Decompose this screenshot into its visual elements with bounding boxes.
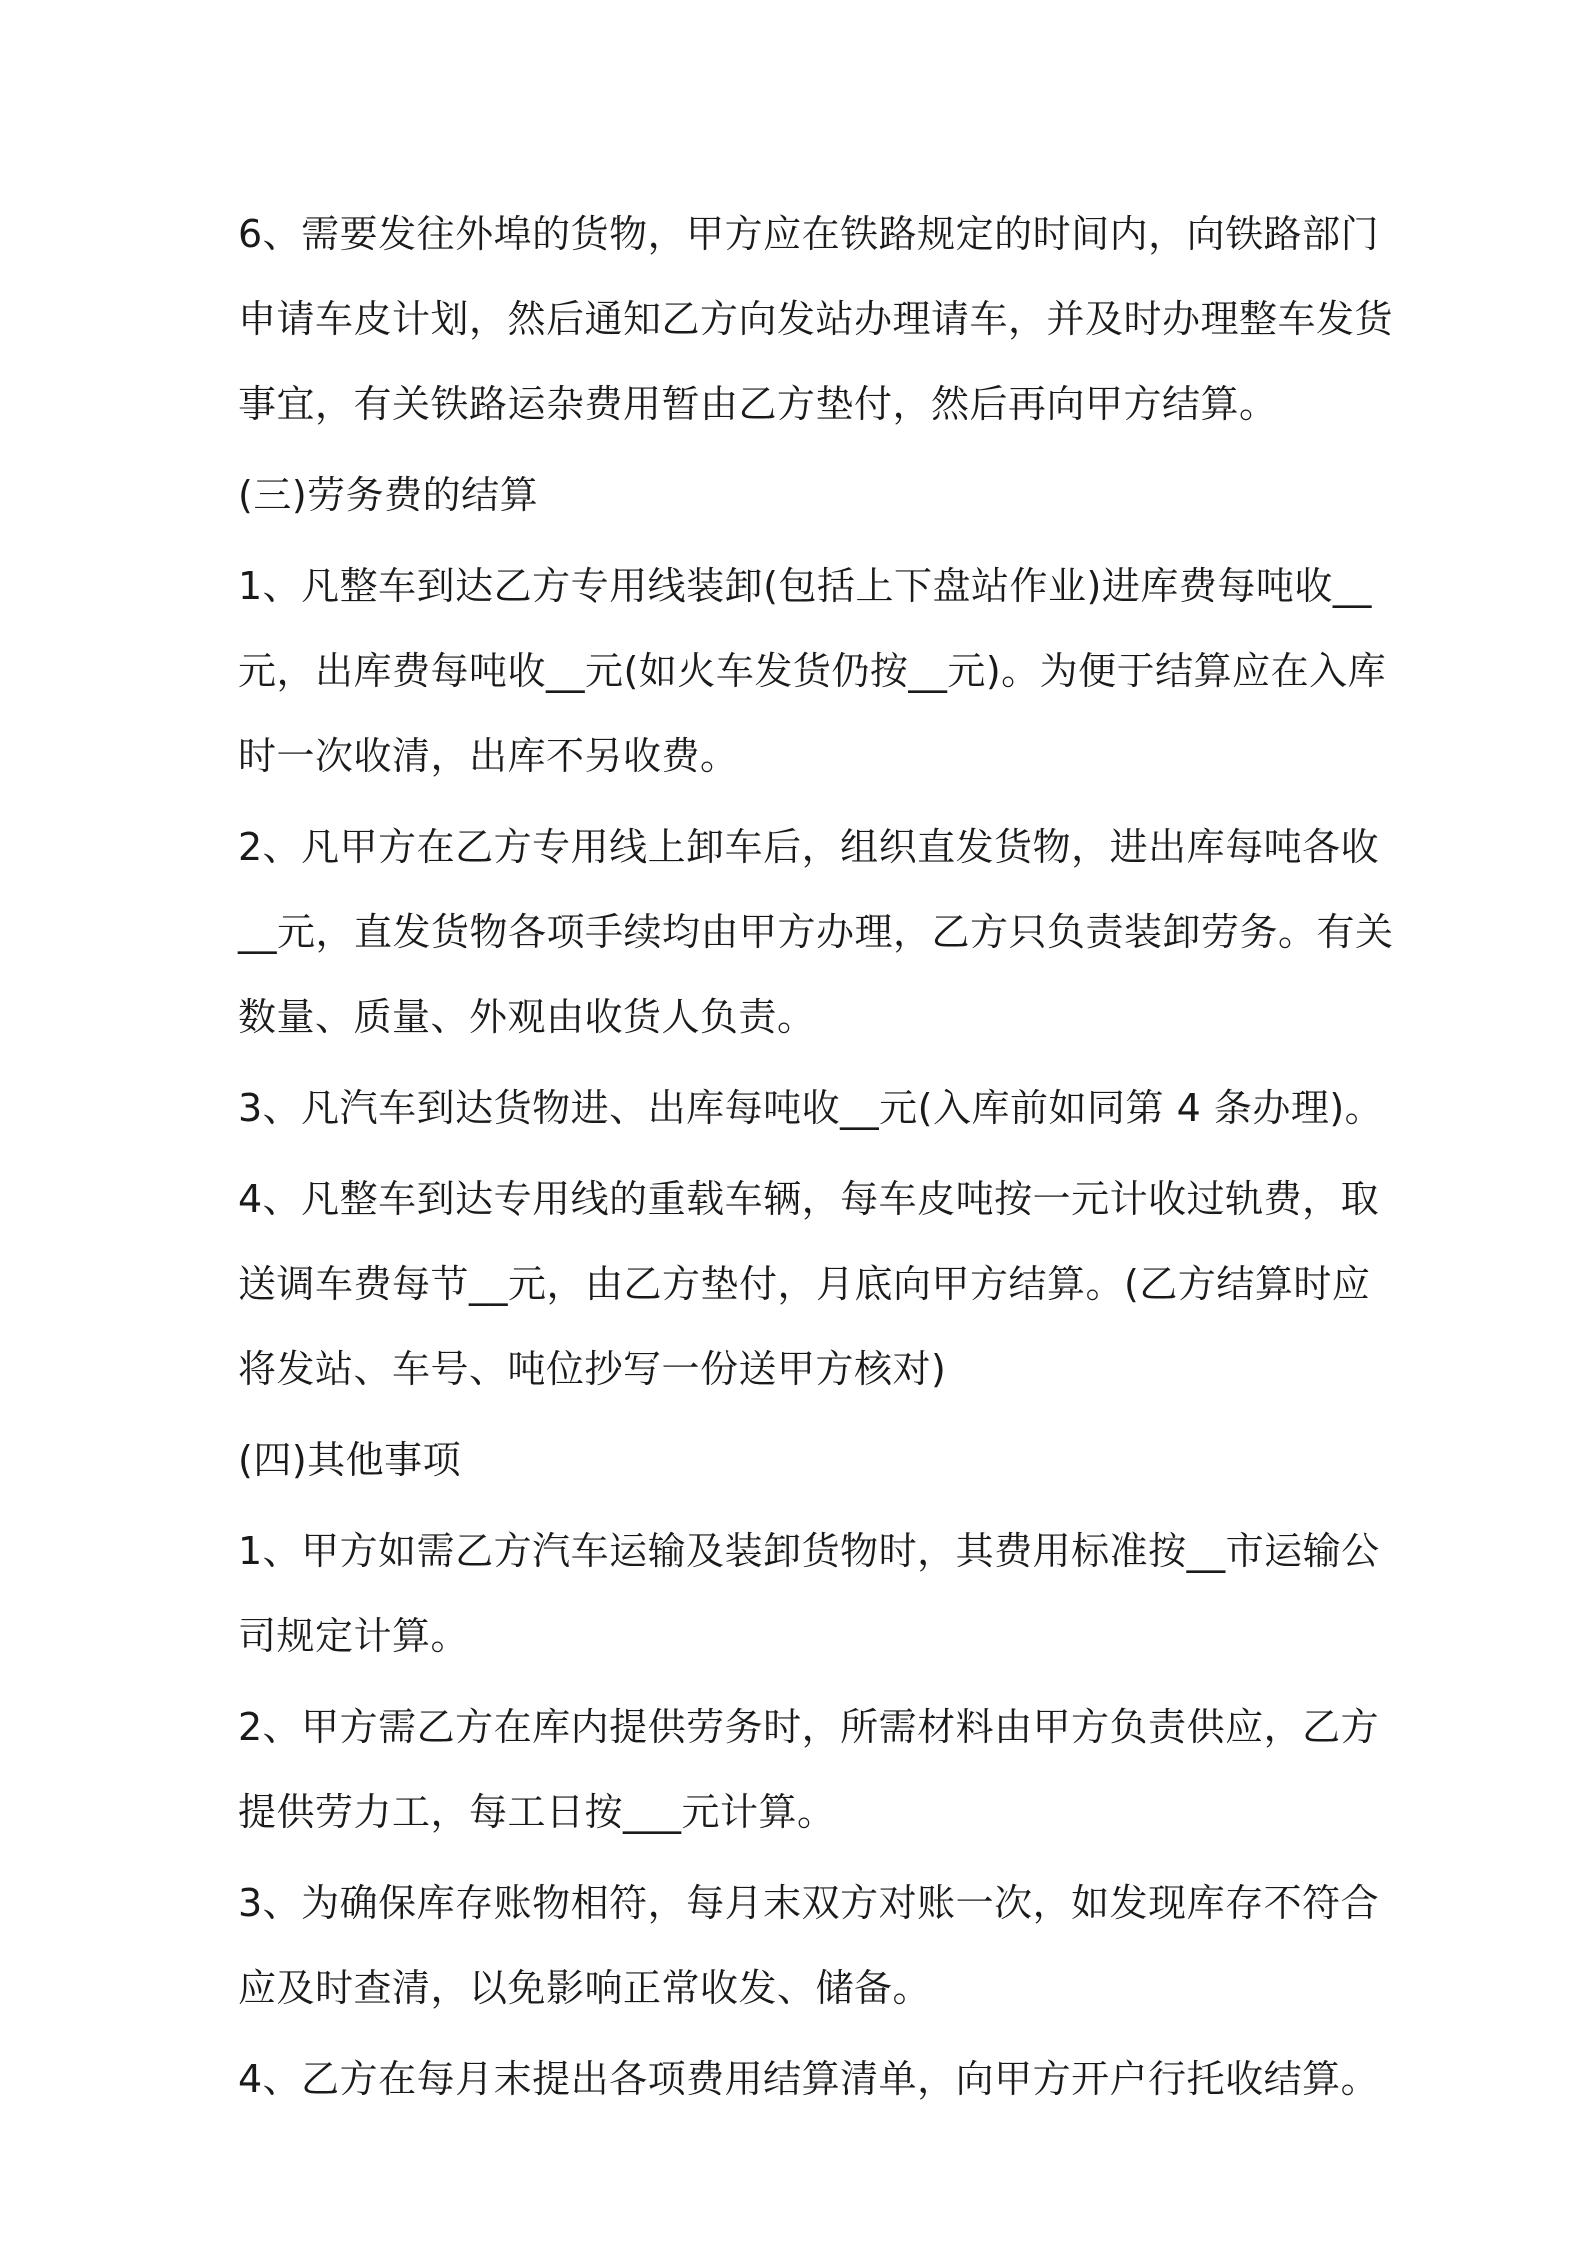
text-line: 1、甲方如需乙方汽车运输及装卸货物时，其费用标准按__市运输公 <box>238 1529 1380 1573</box>
paragraph-other-1 <box>238 1509 1380 1679</box>
section-heading-labor-fee <box>238 453 1360 538</box>
text-line: 1、凡整车到达乙方专用线装卸(包括上下盘站作业)进库费每吨收__ <box>238 564 1372 608</box>
text-line: 4、凡整车到达专用线的重载车辆，每车皮吨按一元计收过轨费，取 <box>238 1177 1380 1221</box>
text-line: 2、甲方需乙方在库内提供劳务时，所需材料由甲方负责供应，乙方 <box>238 1705 1380 1749</box>
heading-text: (三)劳务费的结算 <box>238 473 539 517</box>
text-line: 元，出库费每吨收__元(如火车发货仍按__元)。为便于结算应在入库 <box>238 649 1387 693</box>
text-line: 申请车皮计划，然后通知乙方向发站办理请车，并及时办理整车发货 <box>238 297 1394 341</box>
text-line: 应及时查清，以免影响正常收发、储备。 <box>238 1966 932 2010</box>
text-line: 事宜，有关铁路运杂费用暂由乙方垫付，然后再向甲方结算。 <box>238 382 1278 426</box>
text-line: 3、凡汽车到达货物进、出库每吨收__元(入库前如同第 4 条办理)。 <box>238 1086 1384 1130</box>
paragraph-other-2 <box>238 1685 1380 1855</box>
text-line: 将发站、车号、吨位抄写一份送甲方核对) <box>238 1347 947 1391</box>
text-line: 4、乙方在每月末提出各项费用结算清单，向甲方开户行托收结算。 <box>238 2057 1380 2101</box>
paragraph-labor-2 <box>238 805 1394 1060</box>
text-line: __元，直发货物各项手续均由甲方办理，乙方只负责装卸劳务。有关 <box>238 910 1394 954</box>
paragraph-other-4 <box>238 2037 1380 2122</box>
paragraph-other-3 <box>238 1861 1380 2031</box>
section-heading-other-matters <box>238 1418 1360 1503</box>
document-page <box>238 192 1394 2128</box>
paragraph-item-6 <box>238 192 1394 447</box>
paragraph-labor-1 <box>238 544 1387 799</box>
text-line: 时一次收清，出库不另收费。 <box>238 734 739 778</box>
paragraph-labor-3 <box>238 1066 1384 1151</box>
text-line: 送调车费每节__元，由乙方垫付，月底向甲方结算。(乙方结算时应 <box>238 1262 1371 1306</box>
text-line: 提供劳力工，每工日按___元计算。 <box>238 1790 836 1834</box>
text-line: 3、为确保库存账物相符，每月末双方对账一次，如发现库存不符合 <box>238 1881 1380 1925</box>
text-line: 2、凡甲方在乙方专用线上卸车后，组织直发货物，进出库每吨各收 <box>238 825 1380 869</box>
paragraph-labor-4 <box>238 1157 1380 1412</box>
text-line: 6、需要发往外埠的货物，甲方应在铁路规定的时间内，向铁路部门 <box>238 212 1380 256</box>
heading-text: (四)其他事项 <box>238 1438 462 1482</box>
text-line: 司规定计算。 <box>238 1614 470 1658</box>
text-line: 数量、质量、外观由收货人负责。 <box>238 995 816 1039</box>
